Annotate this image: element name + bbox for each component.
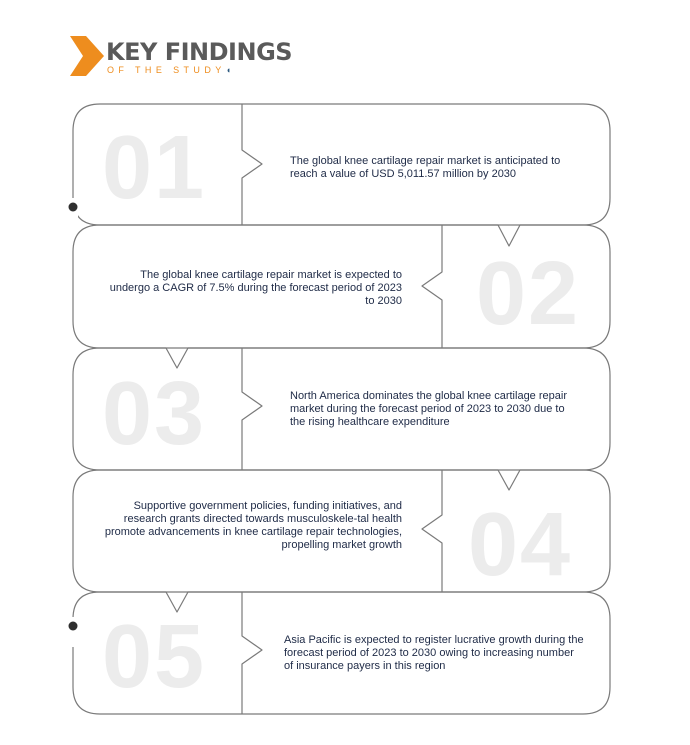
divider-04 bbox=[422, 470, 442, 592]
finding-number-01: 01 bbox=[102, 118, 207, 218]
finding-text-03: North America dominates the global knee cartilage repair market during the forecast period of 2023 to 2030 due to the rising healthcare expenditure bbox=[290, 390, 567, 428]
divider-03 bbox=[242, 348, 262, 470]
divider-01 bbox=[242, 104, 262, 225]
connector-dot-bottom bbox=[69, 622, 78, 631]
page-title: KEY FINDINGS bbox=[106, 38, 293, 66]
finding-number-03: 03 bbox=[102, 364, 207, 464]
finding-number-05: 05 bbox=[102, 607, 207, 707]
crescent-icon: ◖ bbox=[225, 65, 232, 75]
finding-text-02: The global knee cartilage repair market is expected to undergo a CAGR of 7.5% during the forecast period of 2023 to 2030 bbox=[109, 269, 402, 307]
divider-05 bbox=[242, 592, 262, 714]
page-subtitle-text: OF THE STUDY bbox=[107, 65, 226, 75]
finding-number-04: 04 bbox=[468, 495, 573, 595]
finding-text-05: Asia Pacific is expected to register lucrative growth during the forecast period of 2023 to 2030 owing to increasing number of insurance payers in this region bbox=[284, 634, 584, 672]
divider-02 bbox=[422, 225, 442, 348]
finding-number-02: 02 bbox=[476, 244, 581, 344]
finding-text-01: The global knee cartilage repair market is anticipated to reach a value of USD 5,011.57 million by 2030 bbox=[290, 155, 561, 180]
connector-dot-top bbox=[69, 203, 78, 212]
finding-text-04: Supportive government policies, funding initiatives, and research grants directed towards musculoskele-tal health promote advancements in knee cartilage repair technologies, propelling market growth bbox=[104, 500, 402, 551]
